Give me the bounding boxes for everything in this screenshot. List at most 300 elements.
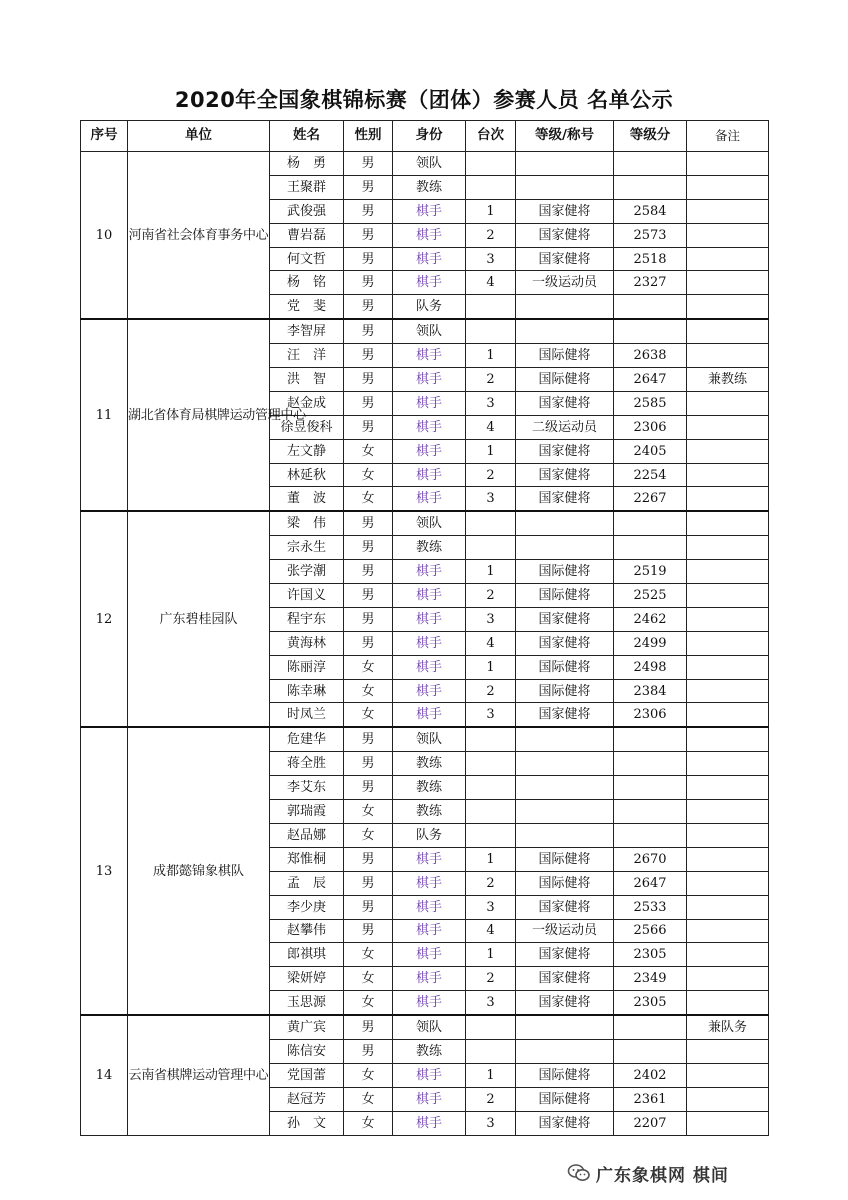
member-board bbox=[466, 1015, 516, 1039]
member-role: 棋手 bbox=[393, 391, 466, 415]
member-rating: 2519 bbox=[614, 560, 687, 584]
roster-table bbox=[80, 120, 769, 1136]
member-board: 3 bbox=[466, 1111, 516, 1135]
member-rating bbox=[614, 152, 687, 176]
member-note bbox=[687, 536, 769, 560]
member-rating: 2462 bbox=[614, 607, 687, 631]
member-role: 棋手 bbox=[393, 1063, 466, 1087]
member-note bbox=[687, 871, 769, 895]
member-note bbox=[687, 607, 769, 631]
member-note bbox=[687, 560, 769, 584]
member-rating: 2305 bbox=[614, 943, 687, 967]
member-note bbox=[687, 344, 769, 368]
member-role: 教练 bbox=[393, 776, 466, 800]
member-board: 1 bbox=[466, 1063, 516, 1087]
member-rating: 2306 bbox=[614, 415, 687, 439]
member-gender: 女 bbox=[344, 703, 393, 727]
member-role: 队务 bbox=[393, 823, 466, 847]
col-header-rating: 等级分 bbox=[614, 121, 687, 152]
member-role: 棋手 bbox=[393, 943, 466, 967]
table-row bbox=[81, 1015, 769, 1039]
member-gender: 男 bbox=[344, 776, 393, 800]
member-gender: 女 bbox=[344, 463, 393, 487]
member-title: 国际健将 bbox=[516, 655, 614, 679]
member-name: 党国蕾 bbox=[270, 1063, 344, 1087]
header-row bbox=[81, 121, 769, 152]
member-note bbox=[687, 199, 769, 223]
member-role: 领队 bbox=[393, 319, 466, 343]
member-name: 陈丽淳 bbox=[270, 655, 344, 679]
member-role: 棋手 bbox=[393, 847, 466, 871]
member-gender: 男 bbox=[344, 919, 393, 943]
member-gender: 女 bbox=[344, 1111, 393, 1135]
member-rating: 2499 bbox=[614, 631, 687, 655]
member-gender: 男 bbox=[344, 607, 393, 631]
wechat-icon bbox=[568, 1164, 590, 1182]
member-name: 宗永生 bbox=[270, 536, 344, 560]
member-board: 3 bbox=[466, 487, 516, 511]
roster-body bbox=[81, 152, 769, 1136]
member-rating bbox=[614, 727, 687, 751]
member-board: 3 bbox=[466, 391, 516, 415]
table-row bbox=[81, 727, 769, 751]
member-name: 郎祺琪 bbox=[270, 943, 344, 967]
member-rating: 2349 bbox=[614, 967, 687, 991]
member-board bbox=[466, 175, 516, 199]
member-name: 玉思源 bbox=[270, 991, 344, 1015]
member-note bbox=[687, 319, 769, 343]
member-name: 王聚群 bbox=[270, 175, 344, 199]
member-rating: 2647 bbox=[614, 368, 687, 392]
member-gender: 男 bbox=[344, 584, 393, 608]
table-row bbox=[81, 319, 769, 343]
member-board: 1 bbox=[466, 943, 516, 967]
member-name: 董 波 bbox=[270, 487, 344, 511]
member-title: 国际健将 bbox=[516, 1087, 614, 1111]
member-name: 武俊强 bbox=[270, 199, 344, 223]
member-role: 教练 bbox=[393, 800, 466, 824]
member-note bbox=[687, 1063, 769, 1087]
member-title bbox=[516, 511, 614, 535]
member-gender: 女 bbox=[344, 655, 393, 679]
member-name: 黄海林 bbox=[270, 631, 344, 655]
member-title: 国际健将 bbox=[516, 679, 614, 703]
member-gender: 男 bbox=[344, 536, 393, 560]
member-note bbox=[687, 223, 769, 247]
member-name: 陈信安 bbox=[270, 1039, 344, 1063]
member-note: 兼教练 bbox=[687, 368, 769, 392]
member-note bbox=[687, 967, 769, 991]
member-board: 1 bbox=[466, 439, 516, 463]
member-gender: 女 bbox=[344, 1063, 393, 1087]
member-title: 国家健将 bbox=[516, 895, 614, 919]
member-role: 棋手 bbox=[393, 584, 466, 608]
member-note bbox=[687, 1111, 769, 1135]
member-title: 国际健将 bbox=[516, 847, 614, 871]
member-gender: 男 bbox=[344, 247, 393, 271]
col-header-name: 姓名 bbox=[270, 121, 344, 152]
member-role: 棋手 bbox=[393, 1087, 466, 1111]
team-unit: 成都懿锦象棋队 bbox=[128, 727, 270, 1015]
member-role: 棋手 bbox=[393, 415, 466, 439]
member-rating bbox=[614, 776, 687, 800]
col-header-unit: 单位 bbox=[128, 121, 270, 152]
member-note bbox=[687, 727, 769, 751]
member-title: 二级运动员 bbox=[516, 415, 614, 439]
member-title: 国家健将 bbox=[516, 487, 614, 511]
member-title: 一级运动员 bbox=[516, 271, 614, 295]
member-title bbox=[516, 776, 614, 800]
member-board: 2 bbox=[466, 1087, 516, 1111]
watermark-text: 广东象棋网 棋间 bbox=[596, 1165, 729, 1186]
member-role: 领队 bbox=[393, 152, 466, 176]
member-name: 赵品娜 bbox=[270, 823, 344, 847]
col-header-title: 等级/称号 bbox=[516, 121, 614, 152]
member-name: 杨 铭 bbox=[270, 271, 344, 295]
member-board: 1 bbox=[466, 847, 516, 871]
member-note bbox=[687, 991, 769, 1015]
member-rating bbox=[614, 511, 687, 535]
member-rating: 2638 bbox=[614, 344, 687, 368]
member-gender: 男 bbox=[344, 223, 393, 247]
member-role: 棋手 bbox=[393, 607, 466, 631]
member-board bbox=[466, 752, 516, 776]
team-unit: 湖北省体育局棋牌运动管理中心 bbox=[128, 319, 270, 511]
watermark bbox=[568, 1160, 729, 1186]
member-rating: 2585 bbox=[614, 391, 687, 415]
member-note bbox=[687, 1087, 769, 1111]
member-name: 黄广宾 bbox=[270, 1015, 344, 1039]
member-title: 国家健将 bbox=[516, 703, 614, 727]
member-gender: 男 bbox=[344, 152, 393, 176]
member-board: 2 bbox=[466, 223, 516, 247]
member-rating bbox=[614, 319, 687, 343]
member-board: 3 bbox=[466, 895, 516, 919]
member-note bbox=[687, 776, 769, 800]
member-board: 2 bbox=[466, 871, 516, 895]
member-role: 棋手 bbox=[393, 199, 466, 223]
member-name: 左文静 bbox=[270, 439, 344, 463]
member-board: 2 bbox=[466, 463, 516, 487]
member-rating: 2207 bbox=[614, 1111, 687, 1135]
member-note bbox=[687, 584, 769, 608]
member-role: 棋手 bbox=[393, 368, 466, 392]
member-name: 赵攀伟 bbox=[270, 919, 344, 943]
member-gender: 女 bbox=[344, 800, 393, 824]
member-title bbox=[516, 1015, 614, 1039]
member-rating: 2647 bbox=[614, 871, 687, 895]
member-board: 4 bbox=[466, 631, 516, 655]
member-gender: 男 bbox=[344, 271, 393, 295]
member-rating: 2405 bbox=[614, 439, 687, 463]
member-role: 棋手 bbox=[393, 991, 466, 1015]
member-title: 国家健将 bbox=[516, 463, 614, 487]
member-rating: 2327 bbox=[614, 271, 687, 295]
member-role: 队务 bbox=[393, 295, 466, 319]
member-title bbox=[516, 727, 614, 751]
member-board: 3 bbox=[466, 607, 516, 631]
member-gender: 女 bbox=[344, 823, 393, 847]
member-rating bbox=[614, 800, 687, 824]
member-title: 国家健将 bbox=[516, 631, 614, 655]
member-note bbox=[687, 271, 769, 295]
col-header-board: 台次 bbox=[466, 121, 516, 152]
member-rating: 2670 bbox=[614, 847, 687, 871]
member-title bbox=[516, 752, 614, 776]
member-board bbox=[466, 536, 516, 560]
member-name: 曹岩磊 bbox=[270, 223, 344, 247]
member-rating bbox=[614, 752, 687, 776]
team-seq: 13 bbox=[81, 727, 128, 1015]
member-note bbox=[687, 152, 769, 176]
member-name: 何文哲 bbox=[270, 247, 344, 271]
member-board bbox=[466, 511, 516, 535]
member-name: 赵冠芳 bbox=[270, 1087, 344, 1111]
member-title: 一级运动员 bbox=[516, 919, 614, 943]
member-title: 国家健将 bbox=[516, 607, 614, 631]
member-gender: 男 bbox=[344, 631, 393, 655]
member-title bbox=[516, 152, 614, 176]
member-note bbox=[687, 391, 769, 415]
member-name: 梁 伟 bbox=[270, 511, 344, 535]
member-name: 陈幸琳 bbox=[270, 679, 344, 703]
member-board: 4 bbox=[466, 271, 516, 295]
member-title: 国家健将 bbox=[516, 223, 614, 247]
member-gender: 男 bbox=[344, 199, 393, 223]
member-name: 危建华 bbox=[270, 727, 344, 751]
member-title bbox=[516, 823, 614, 847]
member-title bbox=[516, 175, 614, 199]
member-name: 林延秋 bbox=[270, 463, 344, 487]
member-role: 棋手 bbox=[393, 560, 466, 584]
member-name: 程宇东 bbox=[270, 607, 344, 631]
member-title bbox=[516, 295, 614, 319]
member-title: 国家健将 bbox=[516, 199, 614, 223]
member-name: 党 斐 bbox=[270, 295, 344, 319]
member-gender: 女 bbox=[344, 1087, 393, 1111]
member-name: 李少庚 bbox=[270, 895, 344, 919]
member-gender: 男 bbox=[344, 295, 393, 319]
member-role: 领队 bbox=[393, 511, 466, 535]
member-rating: 2306 bbox=[614, 703, 687, 727]
team-seq: 11 bbox=[81, 319, 128, 511]
member-rating bbox=[614, 1039, 687, 1063]
member-note bbox=[687, 823, 769, 847]
member-board: 1 bbox=[466, 560, 516, 584]
member-role: 棋手 bbox=[393, 895, 466, 919]
member-role: 棋手 bbox=[393, 247, 466, 271]
member-rating bbox=[614, 1015, 687, 1039]
member-board bbox=[466, 319, 516, 343]
member-name: 张学潮 bbox=[270, 560, 344, 584]
member-note bbox=[687, 655, 769, 679]
team-unit: 云南省棋牌运动管理中心 bbox=[128, 1015, 270, 1135]
team-seq: 10 bbox=[81, 152, 128, 320]
member-board bbox=[466, 152, 516, 176]
member-note bbox=[687, 631, 769, 655]
member-role: 教练 bbox=[393, 536, 466, 560]
member-name: 李智屏 bbox=[270, 319, 344, 343]
member-role: 棋手 bbox=[393, 679, 466, 703]
member-gender: 男 bbox=[344, 1015, 393, 1039]
member-role: 棋手 bbox=[393, 487, 466, 511]
member-note bbox=[687, 703, 769, 727]
member-rating bbox=[614, 823, 687, 847]
col-header-gender: 性别 bbox=[344, 121, 393, 152]
member-name: 时凤兰 bbox=[270, 703, 344, 727]
member-rating: 2584 bbox=[614, 199, 687, 223]
member-gender: 女 bbox=[344, 991, 393, 1015]
member-title: 国家健将 bbox=[516, 391, 614, 415]
table-row bbox=[81, 511, 769, 535]
member-title bbox=[516, 319, 614, 343]
member-title: 国家健将 bbox=[516, 943, 614, 967]
member-gender: 女 bbox=[344, 967, 393, 991]
member-board: 2 bbox=[466, 584, 516, 608]
member-gender: 男 bbox=[344, 895, 393, 919]
member-role: 棋手 bbox=[393, 631, 466, 655]
member-title bbox=[516, 1039, 614, 1063]
member-role: 教练 bbox=[393, 1039, 466, 1063]
team-seq: 12 bbox=[81, 511, 128, 727]
member-title: 国际健将 bbox=[516, 344, 614, 368]
member-rating: 2361 bbox=[614, 1087, 687, 1111]
member-note bbox=[687, 919, 769, 943]
member-gender: 男 bbox=[344, 727, 393, 751]
member-title: 国家健将 bbox=[516, 247, 614, 271]
member-role: 棋手 bbox=[393, 703, 466, 727]
member-board bbox=[466, 295, 516, 319]
member-board: 3 bbox=[466, 703, 516, 727]
team-unit: 河南省社会体育事务中心 bbox=[128, 152, 270, 320]
member-rating: 2518 bbox=[614, 247, 687, 271]
member-note bbox=[687, 463, 769, 487]
member-note bbox=[687, 895, 769, 919]
member-name: 郭瑞霞 bbox=[270, 800, 344, 824]
member-name: 梁妍婷 bbox=[270, 967, 344, 991]
member-rating: 2533 bbox=[614, 895, 687, 919]
member-name: 孙 文 bbox=[270, 1111, 344, 1135]
member-name: 郑惟桐 bbox=[270, 847, 344, 871]
member-rating: 2498 bbox=[614, 655, 687, 679]
member-role: 棋手 bbox=[393, 439, 466, 463]
member-note bbox=[687, 487, 769, 511]
member-board bbox=[466, 776, 516, 800]
member-name: 洪 智 bbox=[270, 368, 344, 392]
member-note bbox=[687, 679, 769, 703]
member-name: 许国义 bbox=[270, 584, 344, 608]
member-rating: 2525 bbox=[614, 584, 687, 608]
member-note bbox=[687, 247, 769, 271]
member-role: 棋手 bbox=[393, 271, 466, 295]
member-title: 国际健将 bbox=[516, 560, 614, 584]
member-rating: 2402 bbox=[614, 1063, 687, 1087]
member-gender: 女 bbox=[344, 679, 393, 703]
member-name: 杨 勇 bbox=[270, 152, 344, 176]
member-note bbox=[687, 943, 769, 967]
member-title: 国际健将 bbox=[516, 1063, 614, 1087]
member-title bbox=[516, 800, 614, 824]
member-board bbox=[466, 727, 516, 751]
member-name: 汪 洋 bbox=[270, 344, 344, 368]
member-role: 教练 bbox=[393, 752, 466, 776]
col-header-note: 备注 bbox=[687, 121, 769, 152]
member-board: 2 bbox=[466, 679, 516, 703]
member-rating: 2305 bbox=[614, 991, 687, 1015]
member-gender: 女 bbox=[344, 439, 393, 463]
member-gender: 男 bbox=[344, 391, 393, 415]
member-board: 1 bbox=[466, 199, 516, 223]
member-board: 3 bbox=[466, 247, 516, 271]
col-header-role: 身份 bbox=[393, 121, 466, 152]
member-rating: 2267 bbox=[614, 487, 687, 511]
member-title: 国际健将 bbox=[516, 584, 614, 608]
member-name: 徐昱俊科 bbox=[270, 415, 344, 439]
member-note bbox=[687, 1039, 769, 1063]
member-note bbox=[687, 175, 769, 199]
member-gender: 男 bbox=[344, 415, 393, 439]
member-board: 4 bbox=[466, 415, 516, 439]
team-unit: 广东碧桂园队 bbox=[128, 511, 270, 727]
member-gender: 男 bbox=[344, 344, 393, 368]
member-role: 棋手 bbox=[393, 967, 466, 991]
member-title: 国际健将 bbox=[516, 368, 614, 392]
member-note bbox=[687, 295, 769, 319]
member-role: 棋手 bbox=[393, 223, 466, 247]
member-rating: 2566 bbox=[614, 919, 687, 943]
member-board: 1 bbox=[466, 655, 516, 679]
member-role: 棋手 bbox=[393, 919, 466, 943]
member-gender: 男 bbox=[344, 752, 393, 776]
member-note bbox=[687, 511, 769, 535]
member-board: 2 bbox=[466, 967, 516, 991]
member-board bbox=[466, 823, 516, 847]
member-role: 棋手 bbox=[393, 344, 466, 368]
member-gender: 男 bbox=[344, 560, 393, 584]
member-gender: 男 bbox=[344, 175, 393, 199]
member-note: 兼队务 bbox=[687, 1015, 769, 1039]
member-rating bbox=[614, 175, 687, 199]
member-name: 赵金成 bbox=[270, 391, 344, 415]
member-board: 3 bbox=[466, 991, 516, 1015]
member-title: 国家健将 bbox=[516, 991, 614, 1015]
member-gender: 女 bbox=[344, 487, 393, 511]
col-header-seq: 序号 bbox=[81, 121, 128, 152]
member-note bbox=[687, 439, 769, 463]
member-board bbox=[466, 1039, 516, 1063]
member-rating bbox=[614, 295, 687, 319]
member-board bbox=[466, 800, 516, 824]
member-role: 领队 bbox=[393, 1015, 466, 1039]
member-role: 棋手 bbox=[393, 463, 466, 487]
member-name: 孟 辰 bbox=[270, 871, 344, 895]
member-note bbox=[687, 752, 769, 776]
member-gender: 女 bbox=[344, 943, 393, 967]
member-board: 1 bbox=[466, 344, 516, 368]
page-title: 2020年全国象棋锦标赛（团体）参赛人员 名单公示 bbox=[174, 88, 674, 112]
member-note bbox=[687, 800, 769, 824]
member-note bbox=[687, 415, 769, 439]
member-rating bbox=[614, 536, 687, 560]
member-gender: 男 bbox=[344, 847, 393, 871]
member-role: 棋手 bbox=[393, 871, 466, 895]
team-seq: 14 bbox=[81, 1015, 128, 1135]
member-gender: 男 bbox=[344, 319, 393, 343]
member-note bbox=[687, 847, 769, 871]
member-role: 领队 bbox=[393, 727, 466, 751]
member-gender: 男 bbox=[344, 1039, 393, 1063]
member-title: 国家健将 bbox=[516, 439, 614, 463]
